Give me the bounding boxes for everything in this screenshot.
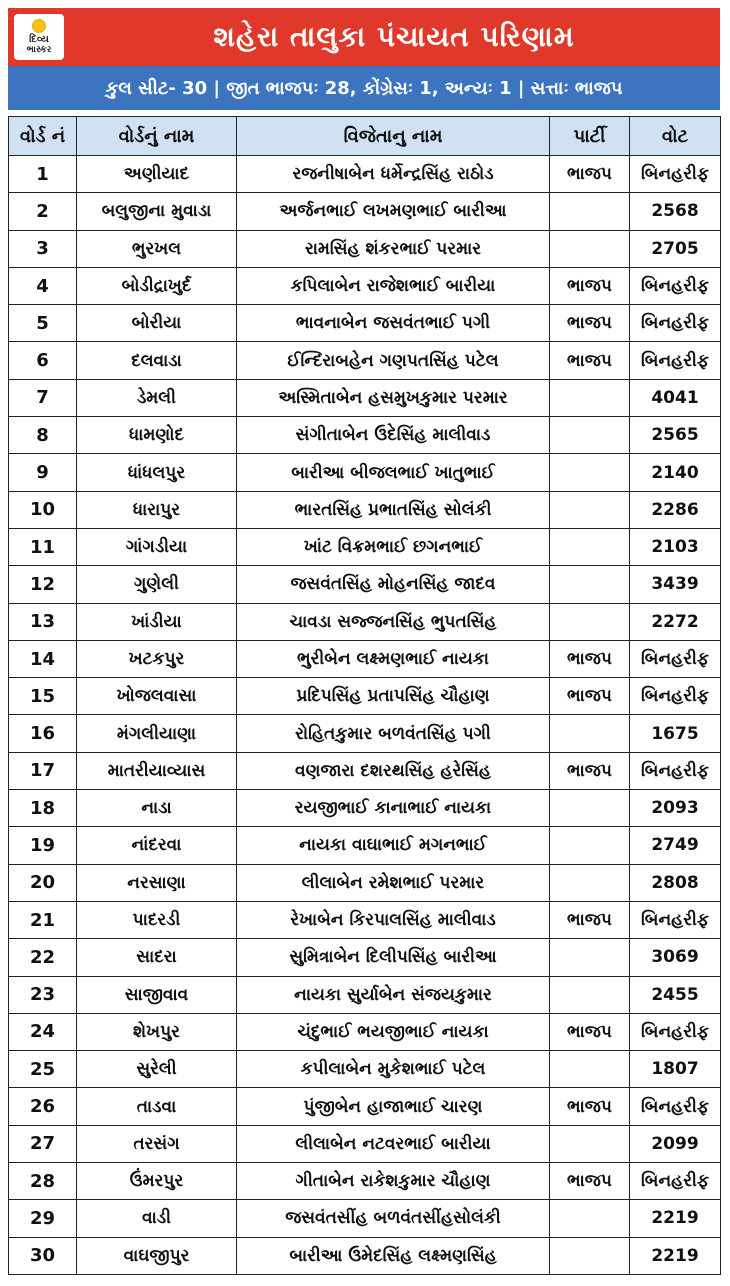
table-header-row [9, 117, 721, 156]
cell-votes: 3439 [630, 566, 721, 603]
cell-party: ભાજપ [550, 342, 630, 379]
cell-votes: બિનહરીફ [630, 156, 721, 193]
cell-party [550, 603, 630, 640]
cell-ward-no: 13 [9, 603, 77, 640]
cell-ward-name: તાડવા [77, 1088, 237, 1125]
cell-votes: બિનહરીફ [630, 1163, 721, 1200]
cell-party [550, 528, 630, 565]
cell-ward-name: નાંદરવા [77, 827, 237, 864]
cell-winner-name: ભારતસિંહ પ્રભાતસિંહ સોલંકી [237, 491, 550, 528]
cell-votes: 2103 [630, 528, 721, 565]
cell-winner-name: રામસિંહ શંકરભાઈ પરમાર [237, 230, 550, 267]
table-row [9, 528, 721, 565]
cell-winner-name: ભુરીબેન લક્ષ્મણભાઈ નાયકા [237, 640, 550, 677]
cell-ward-no: 16 [9, 715, 77, 752]
cell-votes: બિનહરીફ [630, 342, 721, 379]
cell-ward-name: શેખપુર [77, 1013, 237, 1050]
cell-ward-no: 27 [9, 1125, 77, 1162]
table-row [9, 1237, 721, 1274]
cell-winner-name: બારીઆ ઉમેદસિંહ લક્ષ્મણસિંહ [237, 1237, 550, 1274]
cell-ward-no: 28 [9, 1163, 77, 1200]
cell-ward-no: 21 [9, 901, 77, 938]
cell-winner-name: અર્જનભાઈ લખમણભાઈ બારીઆ [237, 193, 550, 230]
cell-ward-name: નરસાણા [77, 864, 237, 901]
table-row [9, 193, 721, 230]
logo-text-line2: ભાસ્કર [26, 45, 52, 55]
cell-ward-no: 4 [9, 267, 77, 304]
cell-votes: 2808 [630, 864, 721, 901]
cell-ward-no: 23 [9, 976, 77, 1013]
cell-ward-no: 3 [9, 230, 77, 267]
cell-party [550, 454, 630, 491]
table-row [9, 156, 721, 193]
cell-ward-name: માતરીયાવ્યાસ [77, 752, 237, 789]
cell-votes: 2140 [630, 454, 721, 491]
table-row [9, 1125, 721, 1162]
cell-winner-name: જસવંતસીંહ બળવંતસીંહસોલંકી [237, 1200, 550, 1237]
cell-party [550, 790, 630, 827]
table-row [9, 603, 721, 640]
cell-winner-name: સુમિત્રાબેન દિલીપસિંહ બારીઆ [237, 939, 550, 976]
cell-winner-name: લીલાબેન રમેશભાઈ પરમાર [237, 864, 550, 901]
cell-party [550, 491, 630, 528]
cell-winner-name: રયજીભાઈ કાનાભાઈ નાયકા [237, 790, 550, 827]
cell-party: ભાજપ [550, 1163, 630, 1200]
cell-ward-name: દલવાડા [77, 342, 237, 379]
cell-party [550, 1200, 630, 1237]
cell-party [550, 715, 630, 752]
cell-ward-no: 1 [9, 156, 77, 193]
table-row [9, 864, 721, 901]
cell-votes: 2219 [630, 1200, 721, 1237]
cell-party [550, 827, 630, 864]
cell-winner-name: અસ્મિતાબેન હસમુખકુમાર પરમાર [237, 379, 550, 416]
cell-winner-name: રેખાબેન કિરપાલસિંહ માલીવાડ [237, 901, 550, 938]
cell-party [550, 379, 630, 416]
cell-ward-no: 11 [9, 528, 77, 565]
table-row [9, 1163, 721, 1200]
table-row [9, 1088, 721, 1125]
cell-ward-no: 20 [9, 864, 77, 901]
cell-votes: 3069 [630, 939, 721, 976]
cell-votes: 2565 [630, 417, 721, 454]
cell-ward-name: બલુજીના મુવાડા [77, 193, 237, 230]
cell-ward-name: સાદરા [77, 939, 237, 976]
cell-party [550, 1125, 630, 1162]
title-bar [8, 8, 720, 66]
table-row [9, 640, 721, 677]
cell-winner-name: ખાંટ વિક્રમભાઈ છગનભાઈ [237, 528, 550, 565]
cell-winner-name: ચાવડા સજ્જનસિંહ ભુપતસિંહ [237, 603, 550, 640]
cell-votes: 2099 [630, 1125, 721, 1162]
cell-party: ભાજપ [550, 1088, 630, 1125]
cell-votes: 2286 [630, 491, 721, 528]
col-header-ward-no: વોર્ડ નં [9, 117, 77, 156]
cell-votes: બિનહરીફ [630, 1013, 721, 1050]
cell-winner-name: ભાવનાબેન જસવંતભાઈ પગી [237, 305, 550, 342]
table-row [9, 566, 721, 603]
cell-votes: 2705 [630, 230, 721, 267]
cell-party [550, 193, 630, 230]
cell-ward-name: વાડી [77, 1200, 237, 1237]
cell-party: ભાજપ [550, 752, 630, 789]
cell-party [550, 417, 630, 454]
cell-ward-name: ડેમલી [77, 379, 237, 416]
cell-winner-name: જસવંતસિંહ મોહનસિંહ જાદવ [237, 566, 550, 603]
cell-ward-name: ધાંધલપુર [77, 454, 237, 491]
cell-party [550, 976, 630, 1013]
cell-ward-no: 30 [9, 1237, 77, 1274]
cell-ward-no: 10 [9, 491, 77, 528]
cell-votes: 1675 [630, 715, 721, 752]
cell-ward-no: 19 [9, 827, 77, 864]
cell-ward-name: બોરીયા [77, 305, 237, 342]
cell-ward-name: ધારાપુર [77, 491, 237, 528]
table-row [9, 790, 721, 827]
table-row [9, 1013, 721, 1050]
table-row [9, 230, 721, 267]
table-row [9, 305, 721, 342]
cell-ward-name: સાજીવાવ [77, 976, 237, 1013]
cell-party [550, 566, 630, 603]
cell-ward-name: ગાંગડીયા [77, 528, 237, 565]
cell-winner-name: રજનીષાબેન ધર્મેન્દ્રસિંહ રાઠોડ [237, 156, 550, 193]
table-row [9, 267, 721, 304]
cell-winner-name: સંગીતાબેન ઉદેસિંહ માલીવાડ [237, 417, 550, 454]
cell-ward-name: ખટકપુર [77, 640, 237, 677]
cell-votes: બિનહરીફ [630, 305, 721, 342]
cell-winner-name: નાયકા વાઘાભાઈ મગનભાઈ [237, 827, 550, 864]
cell-winner-name: રોહિતકુમાર બળવંતસિંહ પગી [237, 715, 550, 752]
cell-ward-no: 17 [9, 752, 77, 789]
cell-party: ભાજપ [550, 156, 630, 193]
cell-winner-name: ગીતાબેન રાકેશકુમાર ચૌહાણ [237, 1163, 550, 1200]
cell-winner-name: બારીઆ બીજલભાઈ ખાતુભાઈ [237, 454, 550, 491]
cell-votes: બિનહરીફ [630, 1088, 721, 1125]
cell-ward-name: બોડીદ્રાખુર્દ [77, 267, 237, 304]
table-row [9, 1200, 721, 1237]
cell-ward-no: 9 [9, 454, 77, 491]
results-card [8, 8, 720, 1278]
cell-ward-no: 26 [9, 1088, 77, 1125]
cell-ward-name: મંગલીયાણા [77, 715, 237, 752]
cell-votes: બિનહરીફ [630, 640, 721, 677]
results-table [8, 116, 721, 1275]
cell-winner-name: પુંજીબેન હાજાભાઈ ચારણ [237, 1088, 550, 1125]
table-row [9, 491, 721, 528]
cell-winner-name: નાયકા સુર્યાબેન સંજયકુમાર [237, 976, 550, 1013]
col-header-ward-name: વોર્ડનું નામ [77, 117, 237, 156]
cell-party [550, 864, 630, 901]
cell-ward-no: 6 [9, 342, 77, 379]
cell-party: ભાજપ [550, 640, 630, 677]
cell-votes: બિનહરીફ [630, 901, 721, 938]
cell-winner-name: પ્રદિપસિંહ પ્રતાપસિંહ ચૌહાણ [237, 678, 550, 715]
table-row [9, 342, 721, 379]
cell-ward-no: 14 [9, 640, 77, 677]
cell-ward-name: વાઘજીપુર [77, 1237, 237, 1274]
cell-votes: 2093 [630, 790, 721, 827]
sun-icon [32, 19, 46, 33]
results-summary: કુલ સીટ- 30 | જીત ભાજપઃ 28, કોંગ્રેસઃ 1, અન્યઃ 1 | સત્તાઃ ભાજપ [8, 66, 720, 110]
cell-ward-no: 18 [9, 790, 77, 827]
cell-winner-name: કપીલાબેન મુકેશભાઈ પટેલ [237, 1051, 550, 1088]
cell-winner-name: ચંદુભાઈ ભયજીભાઈ નાયકા [237, 1013, 550, 1050]
cell-votes: 2568 [630, 193, 721, 230]
logo-text-line1: દિવ્ય [29, 34, 49, 45]
cell-party [550, 939, 630, 976]
cell-votes: 2749 [630, 827, 721, 864]
cell-ward-no: 5 [9, 305, 77, 342]
cell-ward-no: 2 [9, 193, 77, 230]
table-row [9, 752, 721, 789]
cell-winner-name: ઈન્દિરાબહેન ગણપતસિંહ પટેલ [237, 342, 550, 379]
cell-ward-no: 7 [9, 379, 77, 416]
table-row [9, 379, 721, 416]
cell-party: ભાજપ [550, 1013, 630, 1050]
table-row [9, 454, 721, 491]
page-title: શહેરા તાલુકા પંચાયત પરિણામ [213, 20, 575, 53]
table-row [9, 976, 721, 1013]
cell-votes: 2219 [630, 1237, 721, 1274]
table-row [9, 678, 721, 715]
col-header-votes: વોટ [630, 117, 721, 156]
col-header-winner-name: વિજેતાનુ નામ [237, 117, 550, 156]
cell-party [550, 1237, 630, 1274]
cell-ward-no: 29 [9, 1200, 77, 1237]
cell-party: ભાજપ [550, 267, 630, 304]
divya-bhaskar-logo [14, 14, 64, 60]
cell-ward-no: 24 [9, 1013, 77, 1050]
cell-party [550, 1051, 630, 1088]
table-row [9, 417, 721, 454]
cell-votes: બિનહરીફ [630, 678, 721, 715]
table-row [9, 901, 721, 938]
col-header-party: પાર્ટી [550, 117, 630, 156]
cell-ward-name: સુરેલી [77, 1051, 237, 1088]
cell-party: ભાજપ [550, 305, 630, 342]
cell-votes: 2455 [630, 976, 721, 1013]
cell-winner-name: વણજારા દશરથસિંહ હરેસિંહ [237, 752, 550, 789]
table-row [9, 1051, 721, 1088]
cell-party: ભાજપ [550, 901, 630, 938]
cell-ward-name: અણીયાદ [77, 156, 237, 193]
cell-votes: 1807 [630, 1051, 721, 1088]
cell-votes: 2272 [630, 603, 721, 640]
cell-votes: 4041 [630, 379, 721, 416]
cell-party [550, 230, 630, 267]
cell-votes: બિનહરીફ [630, 752, 721, 789]
cell-ward-name: ભુરખલ [77, 230, 237, 267]
table-row [9, 827, 721, 864]
cell-ward-no: 8 [9, 417, 77, 454]
cell-ward-name: ખાંડીયા [77, 603, 237, 640]
cell-ward-name: ખોજલવાસા [77, 678, 237, 715]
cell-ward-name: ધામણોદ [77, 417, 237, 454]
cell-ward-no: 12 [9, 566, 77, 603]
cell-ward-name: પાદરડી [77, 901, 237, 938]
table-row [9, 715, 721, 752]
cell-ward-no: 22 [9, 939, 77, 976]
cell-ward-name: નાડા [77, 790, 237, 827]
cell-winner-name: લીલાબેન નટવરભાઈ બારીયા [237, 1125, 550, 1162]
table-row [9, 939, 721, 976]
cell-ward-name: તરસંગ [77, 1125, 237, 1162]
cell-ward-no: 15 [9, 678, 77, 715]
cell-ward-name: ઉંમરપુર [77, 1163, 237, 1200]
cell-ward-no: 25 [9, 1051, 77, 1088]
cell-winner-name: કપિલાબેન રાજેશભાઈ બારીયા [237, 267, 550, 304]
cell-ward-name: ગુણેલી [77, 566, 237, 603]
cell-votes: બિનહરીફ [630, 267, 721, 304]
cell-party: ભાજપ [550, 678, 630, 715]
